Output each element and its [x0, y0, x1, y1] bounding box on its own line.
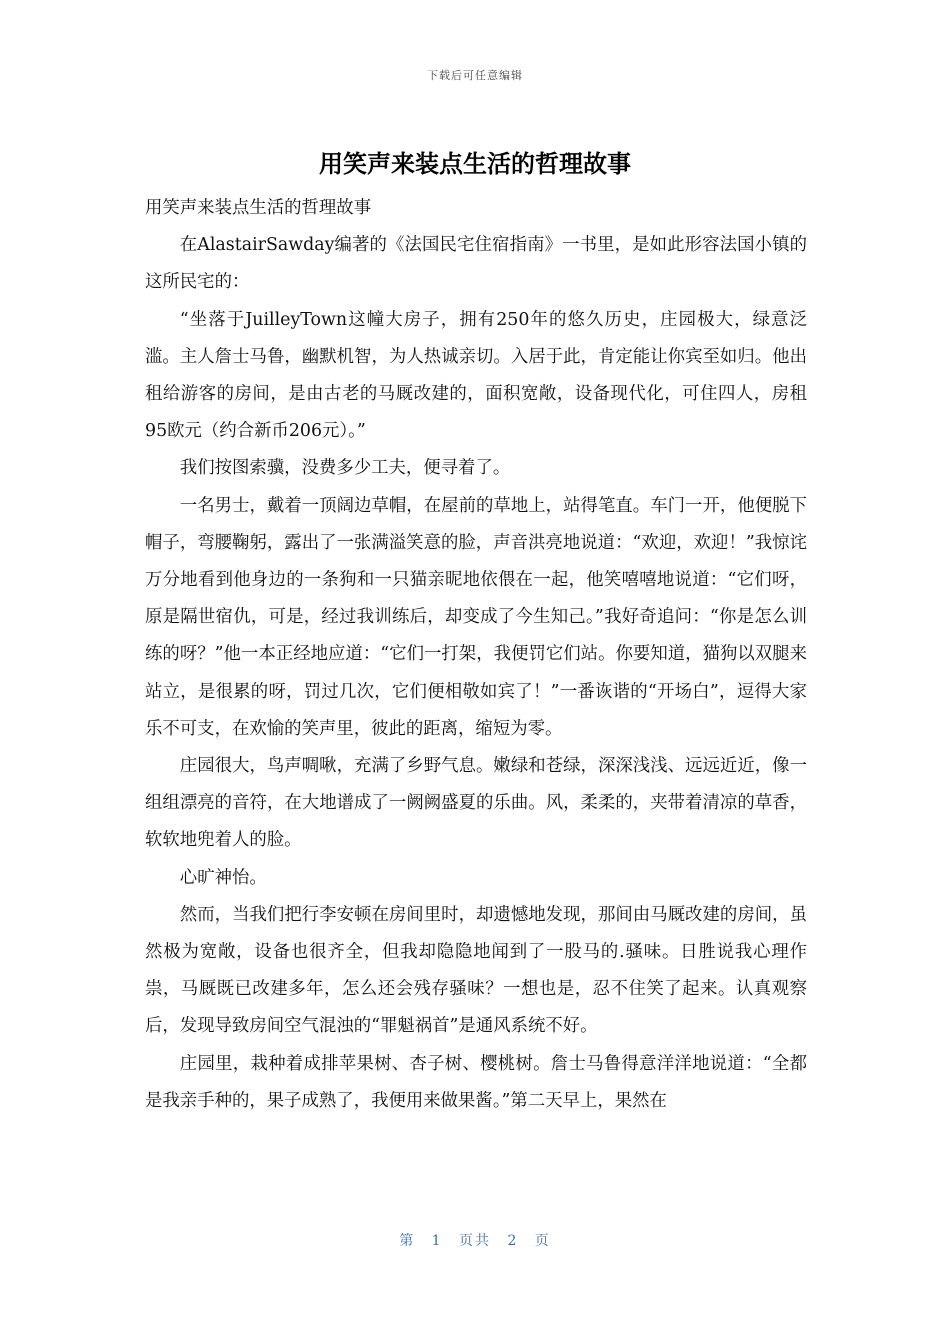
paragraph: “坐落于JuilleyTown这幢大房子，拥有250年的悠久历史，庄园极大，绿意泛滥。主人詹士马鲁，幽默机智，为人热诚亲切。入居于此，肯定能让你宾至如归。他出租给游客的房间，是由古老的马厩改建的，面积宽敞，设备现代化，可住四人，房租95欧元（约合新币206元）。”	[145, 309, 807, 442]
document-title: 用笑声来装点生活的哲理故事	[319, 150, 631, 178]
paragraph: 一名男士，戴着一顶阔边草帽，在屋前的草地上，站得笔直。车门一开，他便脱下帽子，弯腰鞠躬，露出了一张满溢笑意的脸，声音洪亮地说道：“欢迎，欢迎！”我惊诧万分地看到他身边的一条狗和一只猫亲昵地依偎在一起，他笑嘻嘻地说道：“它们呀，原是隔世宿仇，可是，经过我训练后，却变成了今生知己。”我好奇追问：“你是怎么训练的呀？”他一本正经地应道：“它们一打架，我便罚它们站。你要知道，猫狗以双腿来站立，是很累的呀，罚过几次，它们便相敬如宾了！”一番诙谐的“开场白”，逗得大家乐不可支，在欢愉的笑声里，彼此的距离，缩短为零。	[145, 495, 807, 739]
paragraph: 庄园很大，鸟声啁啾，充满了乡野气息。嫩绿和苍绿，深深浅浅、远远近近，像一组组漂亮的音符，在大地谱成了一阙阙盛夏的乐曲。风，柔柔的，夹带着清凉的草香，软软地兜着人的脸。	[145, 756, 807, 851]
paragraph-subtitle: 用笑声来装点生活的哲理故事	[145, 198, 372, 218]
page-header-note: 下载后可任意编辑	[427, 69, 523, 82]
paragraph: 我们按图索骥，没费多少工夫，便寻着了。	[179, 458, 511, 479]
document-body	[145, 190, 807, 1120]
paragraph: 心旷神怡。	[179, 867, 267, 888]
paragraph: 庄园里，栽种着成排苹果树、杏子树、樱桃树。詹士马鲁得意洋洋地说道：“全都是我亲手种的，果子成熟了，我便用来做果酱。”第二天早上，果然在	[145, 1053, 807, 1111]
page-number-footer: 第 1 页共 2 页	[399, 1233, 551, 1249]
paragraph: 然而，当我们把行李安顿在房间里时，却遗憾地发现，那间由马厩改建的房间，虽然极为宽敞，设备也很齐全，但我却隐隐地闻到了一股马的.骚味。日胜说我心理作祟，马厩既已改建多年，怎么还会残存骚味？一想也是，忍不住笑了起来。认真观察后，发现导致房间空气混浊的“罪魁祸首”是通风系统不好。	[145, 904, 807, 1037]
paragraph: 在AlastairSawday编著的《法国民宅住宿指南》一书里，是如此形容法国小镇的这所民宅的：	[145, 235, 807, 293]
